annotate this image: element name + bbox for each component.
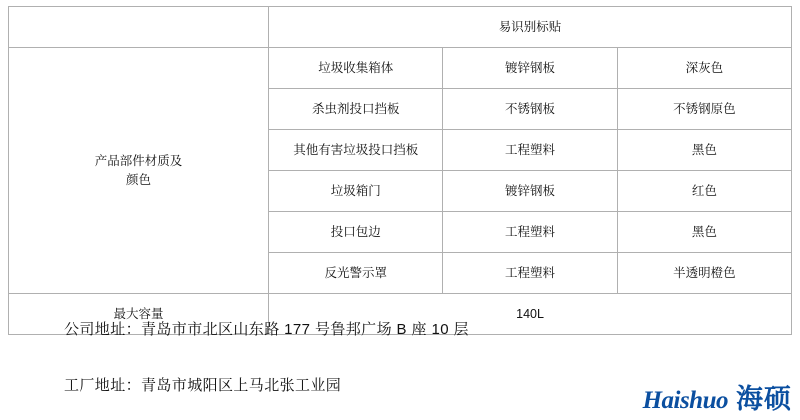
header-identify-label: 易识别标贴 [269, 7, 792, 48]
cell-part: 垃圾收集箱体 [269, 48, 443, 89]
company-logo [643, 377, 792, 416]
cell-material: 不锈钢板 [443, 89, 617, 130]
cell-part: 投口包边 [269, 212, 443, 253]
table-row [9, 48, 792, 89]
row-group-label-line1: 产品部件材质及 [94, 153, 183, 168]
cell-material: 工程塑料 [443, 130, 617, 171]
row-group-label [9, 48, 269, 294]
cell-material: 工程塑料 [443, 212, 617, 253]
cell-color: 红色 [617, 171, 791, 212]
cell-material: 镀锌钢板 [443, 171, 617, 212]
cell-part: 垃圾箱门 [269, 171, 443, 212]
cell-material: 工程塑料 [443, 253, 617, 294]
cell-color: 黑色 [617, 130, 791, 171]
cell-color: 深灰色 [617, 48, 791, 89]
logo-text-cn: 海硕 [736, 384, 792, 414]
cell-color: 半透明橙色 [617, 253, 791, 294]
cell-color: 不锈钢原色 [617, 89, 791, 130]
factory-address: 工厂地址：青岛市城阳区上马北张工业园 [64, 377, 342, 394]
logo-text-en: Haishuo [642, 387, 728, 414]
cell-color: 黑色 [617, 212, 791, 253]
capacity-value: 140L [269, 294, 792, 335]
capacity-label: 最大容量 [9, 294, 269, 335]
cell-part: 反光警示罩 [269, 253, 443, 294]
row-group-label-line2: 颜色 [126, 172, 152, 187]
cell-material: 镀锌钢板 [443, 48, 617, 89]
cell-part: 其他有害垃圾投口挡板 [269, 130, 443, 171]
cell-part: 杀虫剂投口挡板 [269, 89, 443, 130]
table-row-header [9, 7, 792, 48]
company-address: 公司地址：青岛市市北区山东路 177 号鲁邦广场 B 座 10 层 [64, 321, 469, 338]
specification-table [8, 6, 792, 335]
header-empty-cell [9, 7, 269, 48]
